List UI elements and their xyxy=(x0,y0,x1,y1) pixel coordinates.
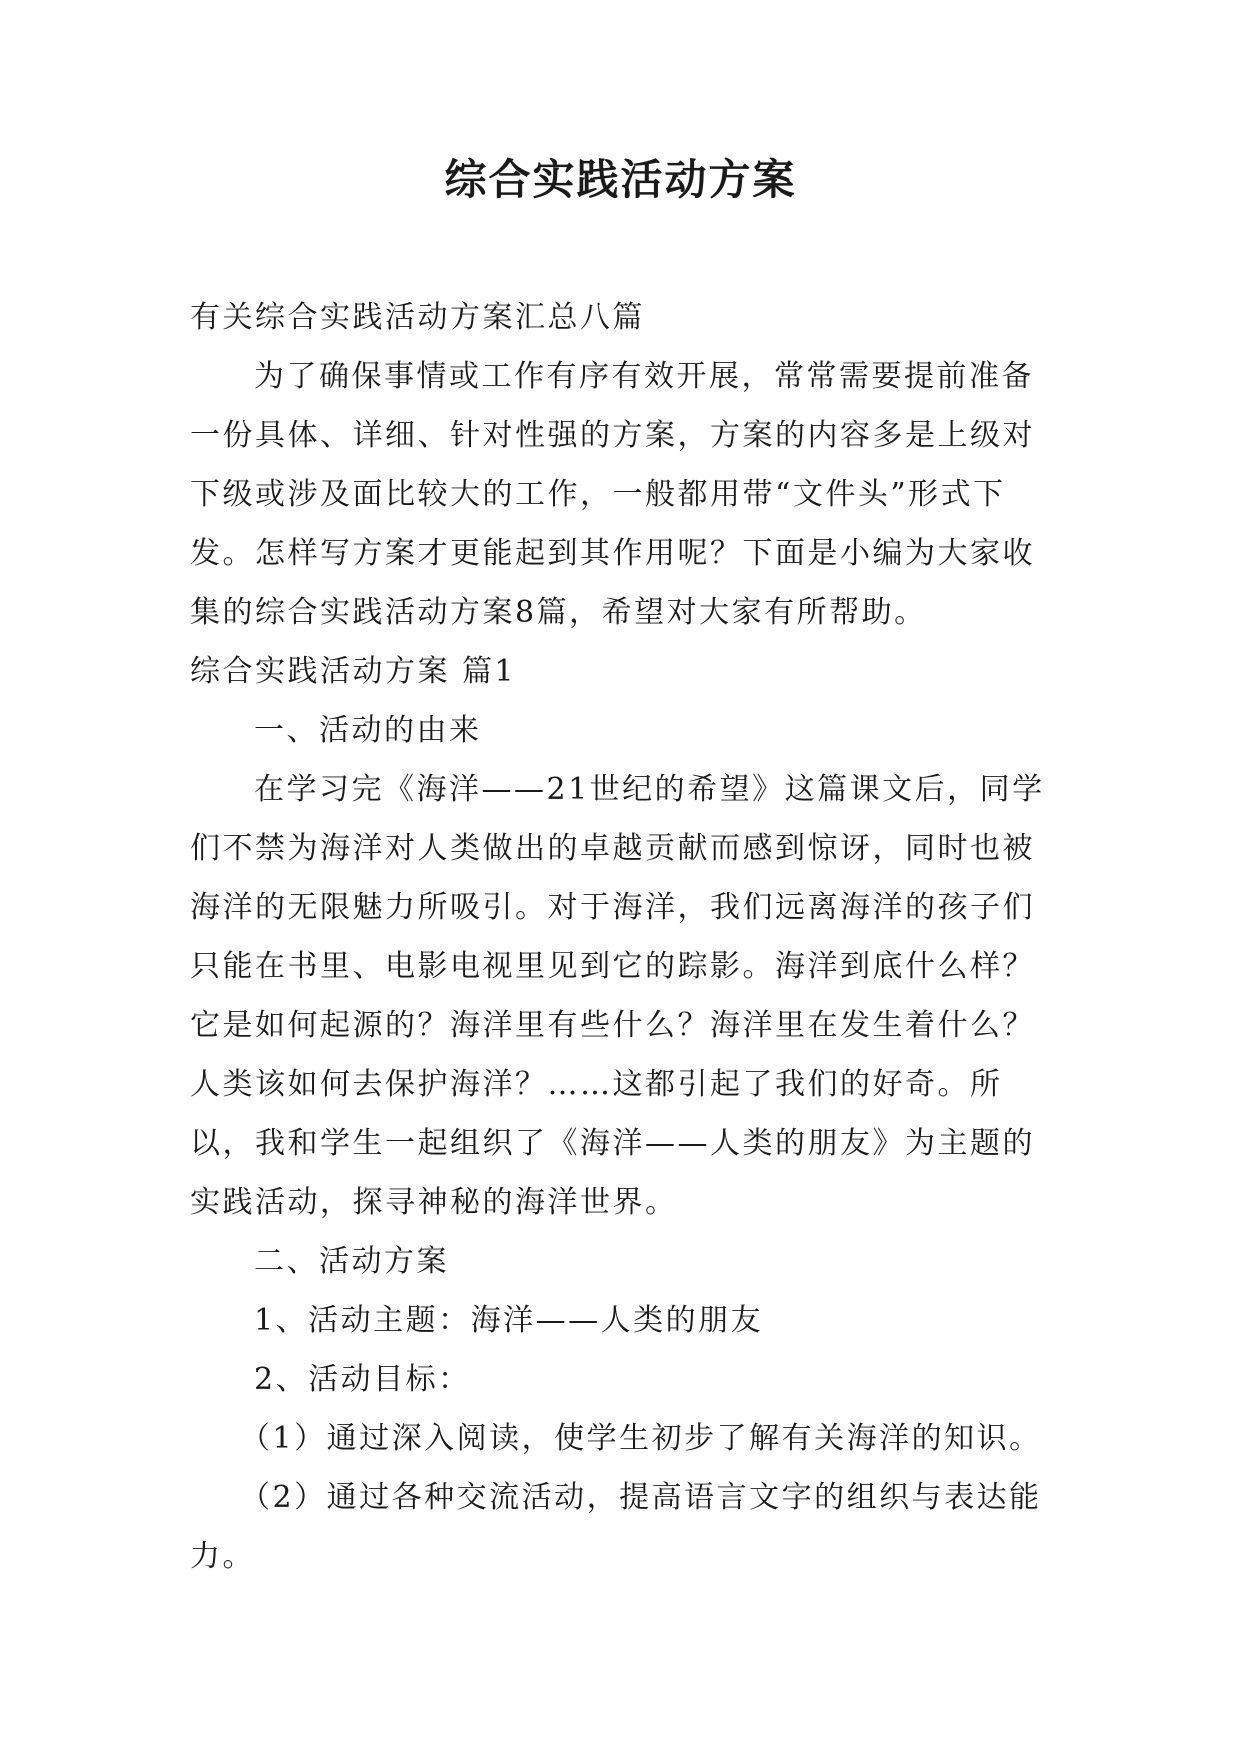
theme-line: 1、活动主题：海洋——人类的朋友 xyxy=(254,1303,764,1338)
document-subtitle: 有关综合实践活动方案汇总八篇 xyxy=(190,300,645,335)
intro-paragraph: 为了确保事情或工作有序有效开展，常常需要提前准备一份具体、详细、针对性强的方案，方案的内容多是上级对下级或涉及面比较大的工作，一般都用带“文件头”形式下发。怎样写方案才更能起到其作用呢？下面是小编为大家收集的综合实践活动方案8篇，希望对大家有所帮助。 xyxy=(190,359,1035,630)
goal-heading: 2、活动目标： xyxy=(254,1362,471,1397)
part2-heading: 二、活动方案 xyxy=(254,1244,449,1279)
document-body xyxy=(190,288,1050,1586)
document-title: 综合实践活动方案 xyxy=(444,155,797,204)
goal-item-1: （1）通过深入阅读，使学生初步了解有关海洋的知识。 xyxy=(240,1421,1042,1456)
part1-heading: 一、活动的由来 xyxy=(254,713,482,748)
section-heading: 综合实践活动方案 篇1 xyxy=(190,654,517,689)
goal-item-2: （2）通过各种交流活动，提高语言文字的组织与表达能力。 xyxy=(190,1480,1042,1574)
part1-body: 在学习完《海洋——21世纪的希望》这篇课文后，同学们不禁为海洋对人类做出的卓越贡献而感到惊讶，同时也被海洋的无限魅力所吸引。对于海洋，我们远离海洋的孩子们只能在书里、电影电视里见到它的踪影。海洋到底什么样？它是如何起源的？海洋里有些什么？海洋里在发生着什么？人类该如何去保护海洋？……这都引起了我们的好奇。所以，我和学生一起组织了《海洋——人类的朋友》为主题的实践活动，探寻神秘的海洋世界。 xyxy=(190,772,1045,1220)
